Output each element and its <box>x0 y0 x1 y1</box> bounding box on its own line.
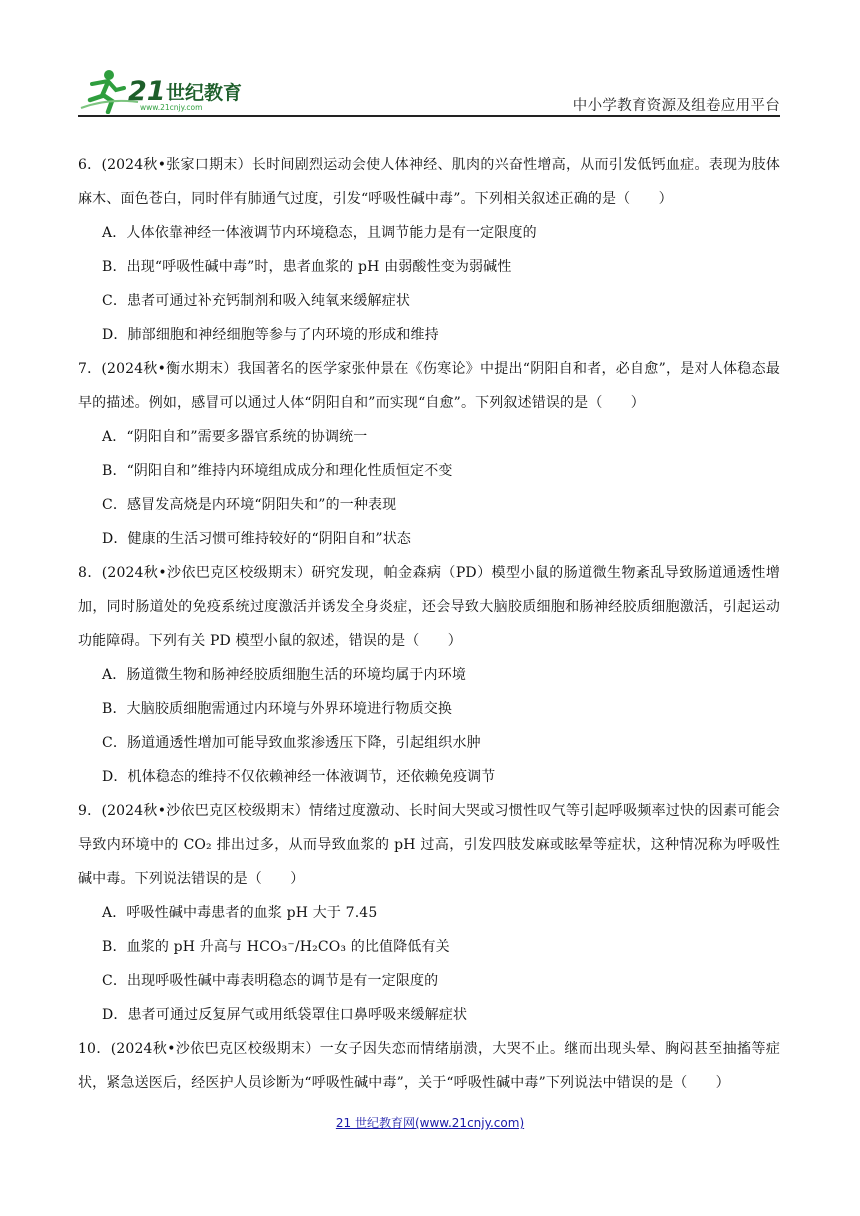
option-c: C．患者可通过补充钙制剂和吸入纯氧来缓解症状 <box>102 293 411 309</box>
option-b: B．大脑胶质细胞需通过内环境与外界环境进行物质交换 <box>102 701 453 717</box>
page-header <box>78 66 780 116</box>
footer-link[interactable]: 21 世纪教育网(www.21cnjy.com) <box>335 1116 525 1130</box>
option-a: A．呼吸性碱中毒患者的血浆 pH 大于 7.45 <box>102 905 378 921</box>
option-d: D．肺部细胞和神经细胞等参与了内环境的形成和维持 <box>102 327 439 343</box>
option-d: D．患者可通过反复屏气或用纸袋罩住口鼻呼吸来缓解症状 <box>102 1007 468 1023</box>
header-divider <box>78 115 780 117</box>
option-c: C．出现呼吸性碱中毒表明稳态的调节是有一定限度的 <box>102 973 439 989</box>
option-a: A．人体依靠神经一体液调节内环境稳态，且调节能力是有一定限度的 <box>102 225 537 241</box>
question-stem: 10．(2024秋•沙依巴克区校级期末）一女子因失恋而情绪崩溃，大哭不止。继而出现头晕、胸闷甚至抽搐等症状，紧急送医后，经医护人员诊断为“呼吸性碱中毒”，关于“呼吸性碱中毒”下列说法中错误的是（ ） <box>78 1041 780 1091</box>
option-c: C．感冒发高烧是内环境“阴阳失和”的一种表现 <box>102 497 397 513</box>
site-logo <box>78 66 258 114</box>
option-d: D．健康的生活习惯可维持较好的“阴阳自和”状态 <box>102 531 411 547</box>
question-stem: 9．(2024秋•沙依巴克区校级期末）情绪过度激动、长时间大哭或习惯性叹气等引起呼吸频率过快的因素可能会导致内环境中的 CO₂ 排出过多，从而导致血浆的 pH 过高，引发四肢发麻或眩晕等症状，这种情况称为呼吸性碱中毒。下列说法错误的是（ ） <box>78 803 780 887</box>
svg-text:www.21cnjy.com: www.21cnjy.com <box>140 103 203 112</box>
question-stem: 8．(2024秋•沙依巴克区校级期末）研究发现，帕金森病（PD）模型小鼠的肠道微生物紊乱导致肠道通透性增加，同时肠道处的免疫系统过度激活并诱发全身炎症，还会导致大脑胶质细胞和肠神经胶质细胞激活，引起运动功能障碍。下列有关 PD 模型小鼠的叙述，错误的是（ ） <box>78 565 780 649</box>
question-6 <box>78 148 780 352</box>
question-10 <box>78 1032 780 1100</box>
option-b: B．“阴阳自和”维持内环境组成成分和理化性质恒定不变 <box>102 463 453 479</box>
platform-label: 中小学教育资源及组卷应用平台 <box>572 98 780 114</box>
option-a: A．“阴阳自和”需要多器官系统的协调统一 <box>102 429 368 445</box>
question-9 <box>78 794 780 1032</box>
question-stem: 7．(2024秋•衡水期末）我国著名的医学家张仲景在《伤寒论》中提出“阴阳自和者，必自愈”，是对人体稳态最早的描述。例如，感冒可以通过人体“阴阳自和”而实现“自愈”。下列叙述错误的是（ ） <box>78 361 780 411</box>
option-a: A．肠道微生物和肠神经胶质细胞生活的环境均属于内环境 <box>102 667 467 683</box>
page-footer <box>0 1112 860 1131</box>
svg-text:世纪教育: 世纪教育 <box>166 82 243 104</box>
option-c: C．肠道通透性增加可能导致血浆渗透压下降，引起组织水肿 <box>102 735 481 751</box>
svg-text:21: 21 <box>128 76 166 107</box>
question-8 <box>78 556 780 794</box>
option-d: D．机体稳态的维持不仅依赖神经一体液调节，还依赖免疫调节 <box>102 769 496 785</box>
question-7 <box>78 352 780 556</box>
question-stem: 6．(2024秋•张家口期末）长时间剧烈运动会使人体神经、肌肉的兴奋性增高，从而引发低钙血症。表现为肢体麻木、面色苍白，同时伴有肺通气过度，引发“呼吸性碱中毒”。下列相关叙述正确的是（ ） <box>78 157 780 207</box>
question-list <box>78 148 780 1100</box>
option-b: B．出现“呼吸性碱中毒”时，患者血浆的 pH 由弱酸性变为弱碱性 <box>102 259 512 275</box>
option-b: B．血浆的 pH 升高与 HCO₃⁻/H₂CO₃ 的比值降低有关 <box>102 939 450 955</box>
